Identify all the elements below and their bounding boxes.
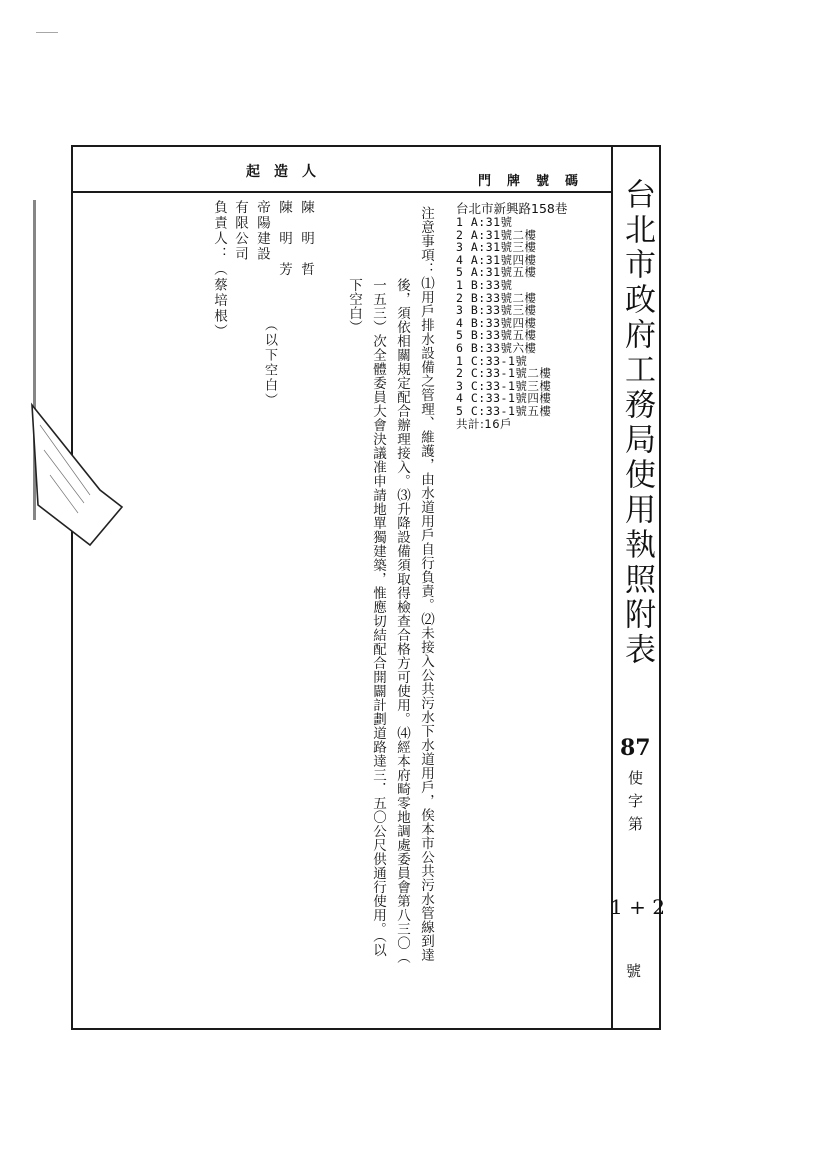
license-year: 87	[620, 735, 651, 761]
address-row: 1 B:33號	[456, 277, 513, 292]
header-row-divider	[73, 191, 611, 193]
address-row: 4 B:33號四樓	[456, 315, 537, 330]
address-column-header: 門牌號碼	[478, 174, 595, 189]
builder-name-1: 陳 明 哲	[298, 200, 314, 278]
note-line-3: 一五三）次全體委員大會決議准申請地單獨建築，惟應切結配合開闢計劃道路達三．五〇公尺供通行使用。（以	[370, 278, 386, 958]
address-row: 6 B:33號六樓	[456, 340, 537, 355]
note-line-1: 注意事項：⑴用戶排水設備之管理、維護，由水道用戶自行負責。⑵未接入公共污水下水道用戶，俟本市公共污水管線到達	[418, 206, 434, 962]
address-row: 1 A:31號	[456, 215, 513, 229]
license-suffix: 號	[626, 962, 642, 980]
address-row: 3 C:33-1號三樓	[456, 378, 552, 393]
note-line-4: 下空白）	[346, 278, 362, 334]
note-line-2: 後，須依相關規定配合辦理接入。⑶升降設備須取得檢查合格方可使用。⑷經本府畸零地調處委員會第八三〇（	[394, 278, 410, 964]
builder-company: 帝陽建設	[254, 200, 270, 262]
address-row: 1 C:33-1號	[456, 353, 528, 368]
address-total: 共計:16戶	[456, 416, 513, 431]
builder-company-type: 有限公司	[232, 200, 248, 262]
builder-blank-note: （以下空白）	[262, 318, 277, 408]
address-list	[456, 202, 606, 430]
license-number: 1 + 2	[610, 895, 665, 919]
address-row: 2 B:33號二樓	[456, 290, 537, 305]
address-row: 2 A:31號二樓	[456, 227, 537, 242]
address-row: 5 B:33號五樓	[456, 328, 537, 343]
address-row: 5 C:33-1號五樓	[456, 403, 552, 418]
scan-mark-top	[36, 32, 58, 33]
builder-representative-name: 負責人：（蔡培根）	[211, 200, 227, 340]
folded-corner-artifact	[30, 395, 130, 555]
address-row: 2 C:33-1號二樓	[456, 366, 552, 381]
builder-column-header: 起造人	[246, 164, 330, 180]
address-street: 台北市新興路158巷	[456, 201, 568, 216]
address-row: 3 B:33號三樓	[456, 303, 537, 318]
license-type: 使字第	[626, 770, 644, 839]
document-title: 台北市政府工務局使用執照附表	[619, 178, 655, 668]
address-row: 3 A:31號三樓	[456, 240, 537, 255]
address-row: 5 A:31號五樓	[456, 265, 537, 280]
address-row: 4 C:33-1號四樓	[456, 391, 552, 406]
address-row: 4 A:31號四樓	[456, 252, 537, 267]
builder-name-2: 陳 明 芳	[276, 200, 292, 278]
